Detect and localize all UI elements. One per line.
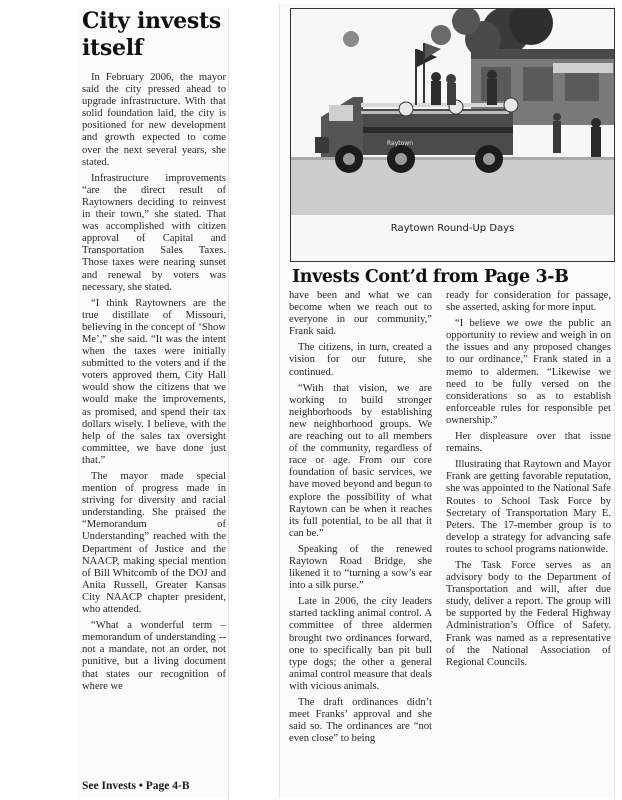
photo-caption: Raytown Round-Up Days (390, 223, 515, 234)
article-paragraph: The Task Force serves as an advisory body to the Department of Transportation and will, after due study, deliver a report. The group will be supported by the Federal Highway Administration’s Office of Safety. Frank was named as a representative of the National Association of Regional Councils. (446, 559, 611, 668)
article-paragraph: Infrastructure improvements “are the direct result of Raytowners deciding to reinvest in their town,” she stated. That was accomplished with citizen approval of Capital and Transportation Sales Taxes. Those taxes were nearing sunset and renewal by voters was necessary, she stated. (82, 172, 226, 293)
article-paragraph: Her displeasure over that issue remains. (446, 431, 611, 455)
jump-line: See Invests • Page 4-B (82, 780, 190, 792)
continuation-column-1 (289, 290, 432, 795)
article-paragraph: “What a wonderful term – memorandum of understanding -- not a mandate, not an order, not punitive, but a living document that states our recognition of where we (82, 620, 226, 692)
article-paragraph: “I think Raytowners are the true distillate of Missouri, believing in the concept of ‘Show Me’,” she said. “It was the intent when the taxes were initially submitted to the voters and if the voters approved them, City Hall would show the citizens that we would make the improvements, as promised, and spend their tax dollars wisely. I believe, with the help of the sales tax oversight committee, we have done just that.” (82, 297, 226, 466)
fire-truck-photo (290, 8, 615, 262)
article-paragraph: The citizens, in turn, created a vision for our future, she continued. (289, 342, 432, 378)
article-paragraph: ready for consideration for passage, she asserted, asking for more input. (446, 290, 611, 314)
article-paragraph: Illustrating that Raytown and Mayor Frank are getting favorable reputation, she was appointed to the National Safe Routes to School Task Force by Secretary of Transportation Mary E. Peters. The 17-member group is to develop a strategy for advancing safe routes to school programs nationwide. (446, 459, 611, 555)
article-paragraph: Late in 2006, the city leaders started tackling animal control. A committee of three aldermen brought two ordinances forward, one to specifically ban pit bull type dogs; the other a general animal control measure that deals with vicious animals. (289, 596, 432, 692)
continuation-headline: Invests Cont’d from Page 3-B (292, 267, 569, 287)
article-paragraph: “With that vision, we are working to build stronger neighborhoods by establishing new neighborhood groups. We are reaching out to all members of the community, regardless of race or age. From our core foundation of basic services, we have moved beyond and begun to explore the possibility of what Raytown can be when it reaches its full potential, to be all that it can be.” (289, 382, 432, 539)
continuation-column-2 (446, 290, 611, 795)
article-paragraph: “I believe we owe the public an opportunity to review and weigh in on the issues and any proposed changes to our ordinance,” Frank stated in a memo to aldermen. “Likewise we need to be fully versed on the considerations so as to establish enforceable rules for responsible pet ownership.” (446, 318, 611, 426)
left-article-body (82, 72, 226, 778)
article-paragraph: In February 2006, the mayor said the city pressed ahead to upgrade infrastructure. With that solid foundation laid, the city is positioned for new development and growth expected to come over the next several years, she stated. (82, 72, 226, 168)
truck-sign: Raytown (387, 140, 413, 147)
article-paragraph: Speaking of the renewed Raytown Road Bridge, she likened it to “turning a sow’s ear into a silk purse.” (289, 543, 432, 592)
article-paragraph: The draft ordinances didn’t meet Franks’ approval and she said so. The ordinances are “not even close” to being (289, 697, 432, 745)
left-headline: City invests itself (82, 8, 221, 61)
article-paragraph: have been and what we can become when we reach out to everyone in our community,” Frank said. (289, 290, 432, 338)
article-paragraph: The mayor made special mention of progress made in striving for diversity and racial understanding. She praised the “Memorandum of Understanding” reached with the Department of Justice and the NAACP, making special mention of Bill Whitcomb of the DOJ and Anita Russell, Greater Kansas City NAACP chapter president, who attended. (82, 471, 226, 616)
